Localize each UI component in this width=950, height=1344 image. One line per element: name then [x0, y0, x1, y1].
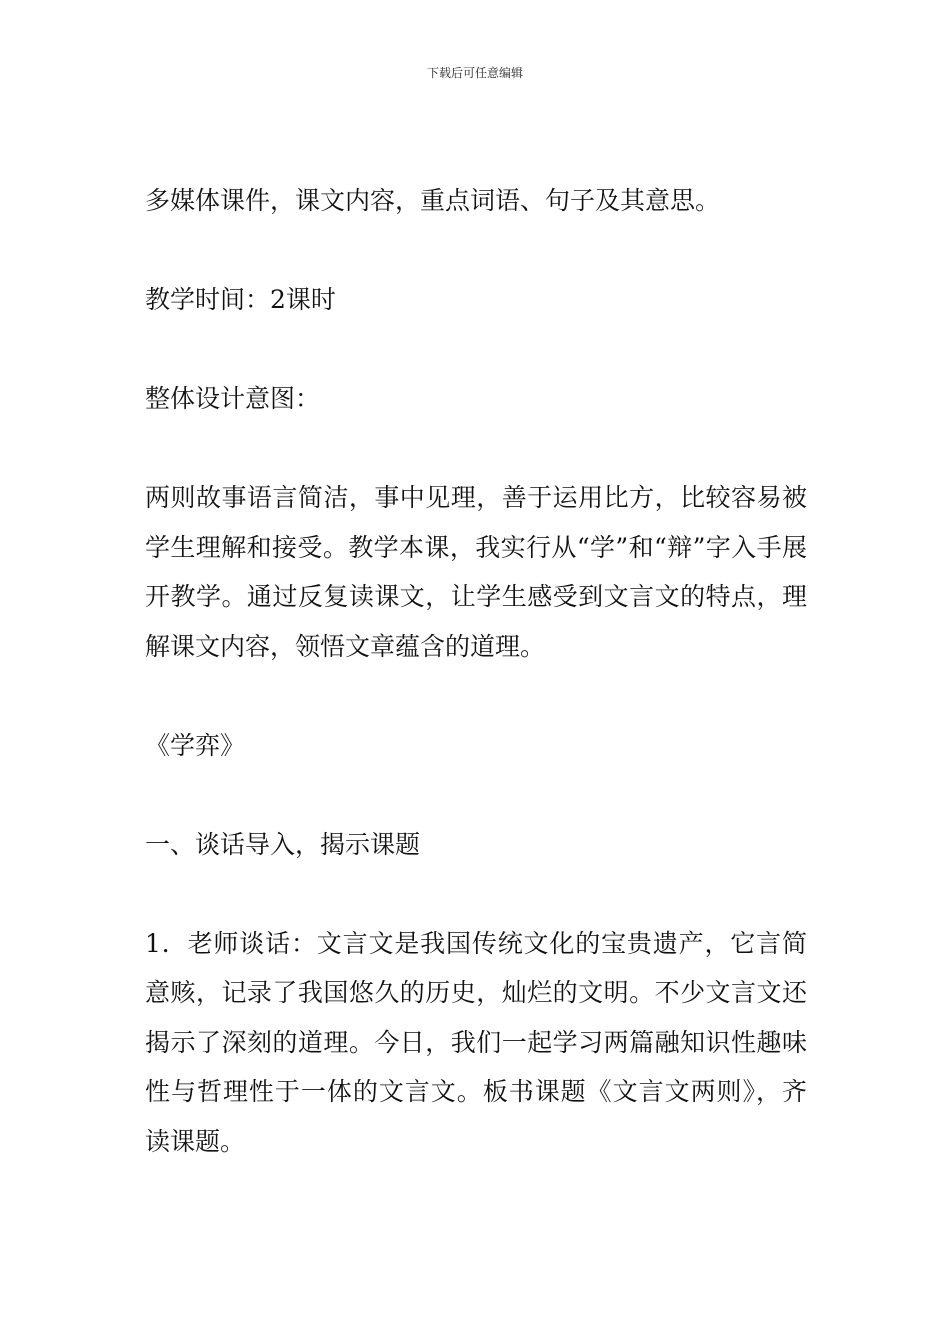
materials-paragraph: 多媒体课件，课文内容，重点词语、句子及其意思。: [145, 186, 721, 215]
teaching-time-paragraph: 教学时间：2课时: [145, 285, 336, 314]
step-paragraph: 1．老师谈话：文言文是我国传统文化的宝贵遗产，它言简意赅，记录了我国悠久的历史，灿烂的文明。不少文言文还揭示了深刻的道理。今日，我们一起学习两篇融知识性趣味性与哲理性于一体的文言文。板书课题《文言文两则》，齐读课题。: [145, 928, 807, 1156]
lesson-title: 《学弈》: [145, 730, 246, 760]
document-body: [145, 176, 807, 1166]
design-intent-heading: 整体设计意图：: [145, 384, 321, 413]
design-intent-paragraph: 两则故事语言简洁，事中见理，善于运用比方，比较容易被学生理解和接受。教学本课，我实行从“学”和“辩”字入手展开教学。通过反复读课文，让学生感受到文言文的特点，理解课文内容，领悟文章蕴含的道理。: [145, 483, 807, 661]
section-heading: 一、谈话导入，揭示课题: [145, 829, 421, 859]
page-header: 下载后可任意编辑: [426, 66, 523, 80]
